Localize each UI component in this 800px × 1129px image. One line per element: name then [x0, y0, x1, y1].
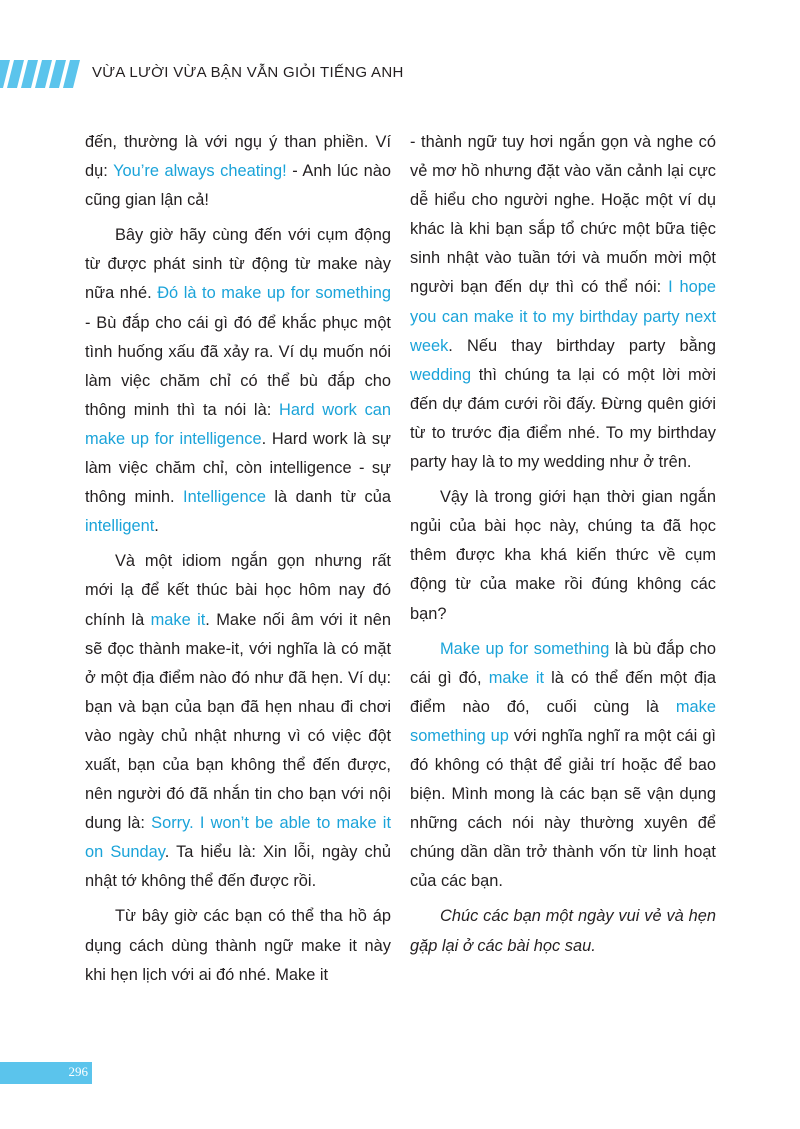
- text: .: [154, 517, 159, 536]
- page-number-tab: [0, 1062, 92, 1084]
- stripes-decoration-icon: [0, 58, 84, 90]
- example-highlight: I hope you can make it to my birthday party next week: [410, 278, 716, 355]
- page-number: 296: [68, 1064, 88, 1079]
- text: . Nếu thay birthday party bằng: [448, 336, 716, 355]
- closing-paragraph: [410, 902, 716, 960]
- left-column: [85, 128, 391, 996]
- example-highlight: make it: [150, 610, 206, 629]
- text: - Bù đắp cho cái gì đó để khắc phục một tình huống xấu đã xảy ra. Ví dụ muốn nói làm việc chăm chỉ có thể bù đắp cho thông minh thì ta nói là:: [85, 313, 391, 419]
- text: thì chúng ta lại có một lời mời đến dự đám cưới rồi đấy. Đừng quên giới từ to trước địa điểm nhé. To my birthday party hay là to my wedding như ở trên.: [410, 365, 716, 472]
- example-highlight: Hard work can make up for intelligence: [85, 400, 391, 448]
- book-title: VỪA LƯỜI VỪA BẬN VẪN GIỎI TIẾNG ANH: [92, 64, 404, 81]
- text: là có thể đến một địa điểm nào đó, cuối cùng là: [410, 668, 716, 716]
- example-highlight: Sorry. I won’t be able to make it on Sunday: [85, 814, 391, 862]
- text: Và một idiom ngắn gọn nhưng rất mới lạ để kết thúc bài học hôm nay đó chính là: [85, 552, 391, 629]
- paragraph: [85, 221, 391, 541]
- text: là danh từ của: [265, 488, 391, 507]
- example-highlight: Make up for something: [440, 639, 610, 658]
- text: với nghĩa nghĩ ra một cái gì đó không có thật để giải trí hoặc để bao biện. Mình mong là các bạn sẽ vận dụng những cách nói này thường xuyên để chúng dần dần trở thành vốn từ linh hoạt của các bạn.: [410, 726, 716, 891]
- paragraph: [410, 635, 716, 897]
- paragraph: [85, 547, 391, 896]
- right-column: [410, 128, 716, 967]
- text: - Anh lúc nào cũng gian lận cả!: [85, 162, 391, 210]
- example-highlight: Intelligence: [183, 488, 266, 507]
- running-header: [0, 58, 800, 90]
- example-highlight: intelligent: [85, 517, 155, 536]
- paragraph: [85, 902, 391, 989]
- text: đến, thường là với ngụ ý than phiền. Ví dụ:: [85, 133, 391, 181]
- text: là bù đắp cho cái gì đó,: [410, 639, 716, 687]
- example-highlight: Đó là to make up for something: [157, 284, 391, 303]
- text: Vậy là trong giới hạn thời gian ngắn ngủi của bài học này, chúng ta đã học thêm được kha khá kiến thức về cụm động từ của make rồi đúng không các bạn?: [410, 488, 716, 623]
- text: Chúc các bạn một ngày vui vẻ và hẹn gặp lại ở các bài học sau.: [410, 907, 716, 955]
- text: - thành ngữ tuy hơi ngắn gọn và nghe có vẻ mơ hồ nhưng đặt vào văn cảnh lại cực dễ hiểu cho người nghe. Hoặc một ví dụ khác là khi bạn sắp tổ chức một bữa tiệc sinh nhật vào tuần tới và muốn mời một người bạn đến dự thì có thể nói:: [410, 133, 716, 297]
- text: . Make nối âm với it nên sẽ đọc thành make-it, với nghĩa là có mặt ở một địa điểm nào đó như đã hẹn. Ví dụ: bạn và bạn của bạn đã hẹn nhau đi chơi vào ngày chủ nhật nhưng vì có việc đột xuất, bạn của bạn không thể đến được, nên người đó đã nhắn tin cho bạn với nội dung là:: [85, 610, 391, 833]
- text: Từ bây giờ các bạn có thể tha hồ áp dụng cách dùng thành ngữ make it này khi hẹn lịch với ai đó nhé. Make it: [85, 907, 391, 984]
- paragraph: [410, 128, 716, 477]
- example-highlight: You’re always cheating!: [113, 162, 287, 181]
- example-highlight: make something up: [410, 697, 716, 745]
- example-highlight: wedding: [410, 365, 472, 384]
- text: . Ta hiểu là: Xin lỗi, ngày chủ nhật tớ không thể đến được rồi.: [85, 843, 391, 891]
- paragraph: [85, 128, 391, 215]
- example-highlight: make it: [488, 668, 545, 687]
- text: Bây giờ hãy cùng đến với cụm động từ được phát sinh từ động từ make này nữa nhé.: [85, 226, 391, 303]
- text: . Hard work là sự làm việc chăm chỉ, còn intelligence - sự thông minh.: [85, 429, 391, 507]
- paragraph: [410, 483, 716, 628]
